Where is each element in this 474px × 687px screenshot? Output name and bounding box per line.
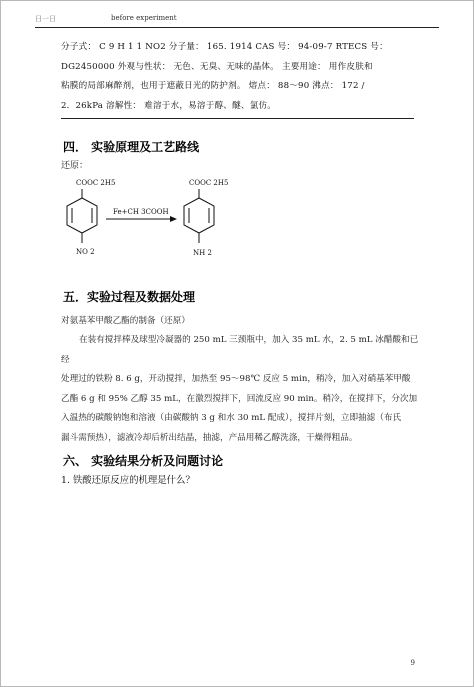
reagent-label: Fe+CH 3COOH [113, 208, 169, 216]
compound-properties [61, 38, 414, 119]
properties-line-2: DG2450000 外观与性状： 无色、无臭、无味的晶体。 主要用途： 用作皮肤和 [61, 61, 373, 72]
page-number: 9 [410, 659, 415, 667]
header-title: before experiment [111, 14, 177, 22]
running-header [35, 11, 439, 28]
procedure-line-3: 乙酯 6 g 和 95% 乙醇 35 mL，在激烈搅拌下，回流反应 90 min。稍冷，在搅拌下，分次加 [61, 393, 418, 404]
section-5-title: 五．实验过程及数据处理 [63, 290, 196, 304]
reactant-benzene-ring [67, 189, 97, 243]
procedure-line-1: 在装有搅拌棒及球型冷凝器的 250 mL 三颈瓶中，加入 35 mL 水，2. 5 mL 冰醋酸和已经 [61, 335, 419, 365]
procedure-line-5: 漏斗需预热），滤液冷却后析出结晶，抽滤，产品用稀乙醇洗涤，干燥得粗品。 [61, 432, 358, 443]
reactant-nitro-label: NO 2 [76, 248, 95, 256]
reaction-arrow [106, 216, 177, 222]
product-benzene-ring [184, 189, 214, 243]
properties-line-1: 分子式： C 9 H 1 1 NO2 分子量： 165. 1914 CAS 号： 94-09-7 RTECS 号： [61, 42, 388, 52]
product-amine-label: NH 2 [193, 249, 212, 257]
reduction-label: 还原： [61, 161, 89, 171]
procedure-line-2: 处理过的铁粉 8. 6 g，开动搅拌，加热至 95～98℃ 反应 5 min，稍冷，加入对硝基苯甲酸 [61, 374, 411, 384]
header-marks: 日一日 [35, 15, 56, 23]
properties-line-3: 粘膜的局部麻醉剂，也用于遮蔽日光的防护剂。 熔点： 88～90 沸点： 172 / [61, 81, 365, 91]
section-4-title: 四． 实验原理及工艺路线 [63, 140, 200, 154]
reactant-ester-label: COOC 2H5 [76, 179, 116, 187]
section-6-title: 六、 实验结果分析及问题讨论 [63, 454, 224, 468]
properties-line-4: 2．26kPa 溶解性： 难溶于水，易溶于醇、醚、氯仿。 [61, 100, 277, 111]
product-ester-label: COOC 2H5 [189, 179, 229, 187]
discussion-question-1: 1. 铁酸还原反应的机理是什么？ [61, 475, 195, 486]
procedure-paragraph [61, 331, 423, 448]
reaction-scheme [56, 173, 296, 265]
procedure-line-4: 入温热的碳酸钠饱和溶液（由碳酸钠 3 g 和水 30 mL 配成），搅拌片刻，立即抽滤（布氏 [61, 413, 402, 423]
procedure-subtitle: 对氨基苯甲酸乙酯的制备（还原） [61, 316, 190, 326]
